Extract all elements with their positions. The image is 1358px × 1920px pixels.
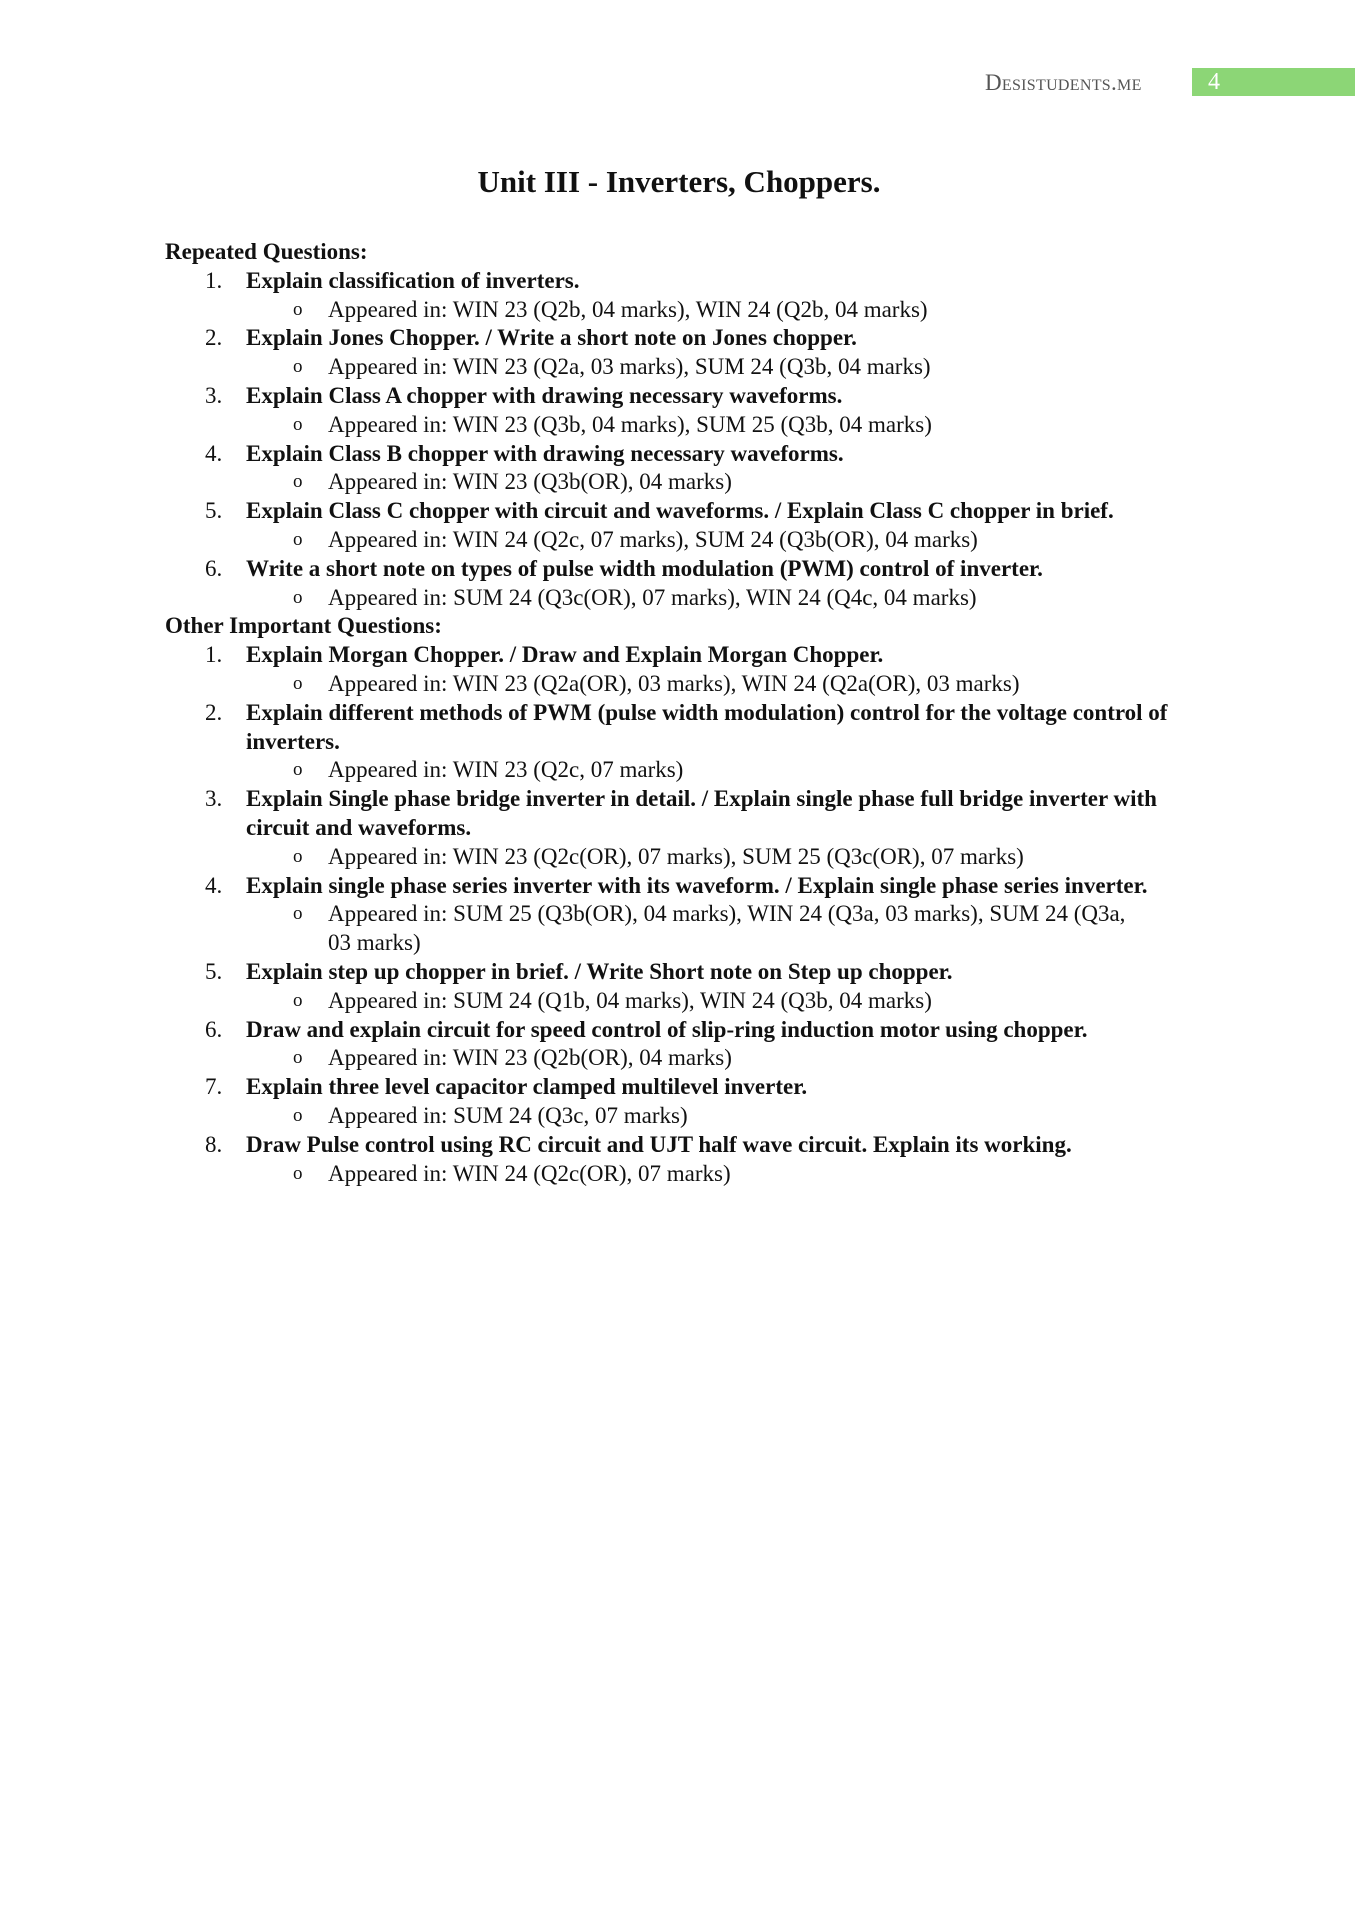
- question-item: [165, 555, 1195, 584]
- appeared-in-item: [165, 900, 1195, 958]
- question-text: Explain Class B chopper with drawing necessary waveforms.: [246, 440, 844, 466]
- bullet-circle-icon: o: [293, 1162, 303, 1184]
- appeared-in-item: [165, 296, 1195, 325]
- bullet-circle-icon: o: [293, 672, 303, 694]
- bullet-circle-icon: o: [293, 413, 303, 435]
- bullet-circle-icon: o: [293, 903, 303, 925]
- appeared-in-text: Appeared in: WIN 23 (Q2a, 03 marks), SUM 24 (Q3b, 04 marks): [328, 354, 931, 380]
- question-text: Explain single phase series inverter with its waveform. / Explain single phase series inverter.: [246, 872, 1148, 898]
- question-text: Draw and explain circuit for speed control of slip-ring induction motor using chopper.: [246, 1016, 1088, 1042]
- appeared-in-text: Appeared in: SUM 25 (Q3b(OR), 04 marks), WIN 24 (Q3a, 03 marks), SUM 24 (Q3a, 03 marks): [328, 901, 1126, 956]
- question-number: 8.: [205, 1131, 223, 1157]
- question-item: [165, 1016, 1195, 1045]
- appeared-in-item: [165, 1044, 1195, 1073]
- question-text: Write a short note on types of pulse width modulation (PWM) control of inverter.: [246, 555, 1043, 581]
- appeared-in-item: [165, 987, 1195, 1016]
- appeared-in-item: [165, 353, 1195, 382]
- question-number: 4.: [205, 872, 223, 898]
- appeared-in-text: Appeared in: WIN 23 (Q2c, 07 marks): [328, 757, 684, 783]
- question-item: [165, 699, 1195, 757]
- appeared-in-item: [165, 670, 1195, 699]
- section-heading: Repeated Questions:: [165, 239, 368, 264]
- bullet-circle-icon: o: [293, 989, 303, 1011]
- question-text: Explain classification of inverters.: [246, 267, 580, 293]
- appeared-in-text: Appeared in: SUM 24 (Q3c(OR), 07 marks), WIN 24 (Q4c, 04 marks): [328, 584, 977, 610]
- question-text: Explain Class A chopper with drawing necessary waveforms.: [246, 382, 843, 408]
- question-number: 4.: [205, 440, 223, 466]
- question-number: 3.: [205, 786, 223, 812]
- question-list: [165, 238, 1195, 1188]
- bullet-circle-icon: o: [293, 845, 303, 867]
- appeared-in-text: Appeared in: SUM 24 (Q1b, 04 marks), WIN 24 (Q3b, 04 marks): [328, 987, 932, 1013]
- question-text: Explain step up chopper in brief. / Write Short note on Step up chopper.: [246, 958, 953, 984]
- question-number: 5.: [205, 958, 223, 984]
- appeared-in-text: Appeared in: WIN 24 (Q2c(OR), 07 marks): [328, 1160, 731, 1186]
- question-number: 5.: [205, 498, 223, 524]
- section-heading: Other Important Questions:: [165, 613, 442, 639]
- appeared-in-text: Appeared in: WIN 23 (Q3b, 04 marks), SUM 25 (Q3b, 04 marks): [328, 411, 932, 437]
- appeared-in-item: [165, 1160, 1195, 1189]
- question-number: 2.: [205, 325, 223, 351]
- page-title: Unit III - Inverters, Choppers.: [477, 164, 881, 199]
- bullet-circle-icon: o: [293, 298, 303, 320]
- bullet-circle-icon: o: [293, 759, 303, 781]
- appeared-in-text: Appeared in: WIN 23 (Q2a(OR), 03 marks), WIN 24 (Q2a(OR), 03 marks): [328, 670, 1020, 696]
- appeared-in-text: Appeared in: WIN 23 (Q2c(OR), 07 marks), SUM 25 (Q3c(OR), 07 marks): [328, 843, 1024, 869]
- bullet-circle-icon: o: [293, 1047, 303, 1069]
- appeared-in-item: [165, 468, 1195, 497]
- question-item: [165, 872, 1195, 901]
- question-item: [165, 958, 1195, 987]
- question-text: Explain different methods of PWM (pulse width modulation) control for the voltage control of inverters.: [246, 699, 1168, 754]
- bullet-circle-icon: o: [293, 356, 303, 378]
- question-item: [165, 324, 1195, 353]
- question-item: [165, 785, 1195, 843]
- bullet-circle-icon: o: [293, 528, 303, 550]
- question-item: [165, 641, 1195, 670]
- question-text: Draw Pulse control using RC circuit and UJT half wave circuit. Explain its working.: [246, 1131, 1072, 1157]
- question-number: 6.: [205, 1016, 223, 1042]
- appeared-in-item: [165, 1102, 1195, 1131]
- question-item: [165, 267, 1195, 296]
- appeared-in-text: Appeared in: WIN 24 (Q2c, 07 marks), SUM 24 (Q3b(OR), 04 marks): [328, 526, 978, 552]
- question-number: 3.: [205, 382, 223, 408]
- question-number: 6.: [205, 555, 223, 581]
- question-text: Explain Jones Chopper. / Write a short note on Jones chopper.: [246, 325, 857, 351]
- question-number: 1.: [205, 642, 223, 668]
- question-number: 7.: [205, 1074, 223, 1100]
- question-text: Explain Single phase bridge inverter in detail. / Explain single phase full bridge inverter with circuit and waveforms.: [246, 786, 1157, 840]
- page-number-badge: 4: [1192, 68, 1355, 96]
- bullet-circle-icon: o: [293, 471, 303, 493]
- question-text: Explain Class C chopper with circuit and waveforms. / Explain Class C chopper in brief.: [246, 498, 1114, 524]
- appeared-in-text: Appeared in: WIN 23 (Q2b, 04 marks), WIN 24 (Q2b, 04 marks): [328, 296, 928, 322]
- appeared-in-text: Appeared in: SUM 24 (Q3c, 07 marks): [328, 1102, 688, 1128]
- bullet-circle-icon: o: [293, 1104, 303, 1126]
- question-number: 2.: [205, 699, 223, 725]
- question-item: [165, 497, 1195, 526]
- question-item: [165, 1073, 1195, 1102]
- question-item: [165, 1131, 1195, 1160]
- question-item: [165, 382, 1195, 411]
- appeared-in-item: [165, 843, 1195, 872]
- appeared-in-item: [165, 584, 1195, 613]
- question-item: [165, 440, 1195, 469]
- site-brand: Desistudents.me: [985, 70, 1142, 95]
- bullet-circle-icon: o: [293, 586, 303, 608]
- question-number: 1.: [205, 267, 223, 293]
- appeared-in-item: [165, 526, 1195, 555]
- question-text: Explain three level capacitor clamped multilevel inverter.: [246, 1074, 808, 1100]
- appeared-in-text: Appeared in: WIN 23 (Q3b(OR), 04 marks): [328, 469, 732, 495]
- question-text: Explain Morgan Chopper. / Draw and Explain Morgan Chopper.: [246, 642, 884, 668]
- appeared-in-text: Appeared in: WIN 23 (Q2b(OR), 04 marks): [328, 1045, 732, 1071]
- appeared-in-item: [165, 411, 1195, 440]
- appeared-in-item: [165, 756, 1195, 785]
